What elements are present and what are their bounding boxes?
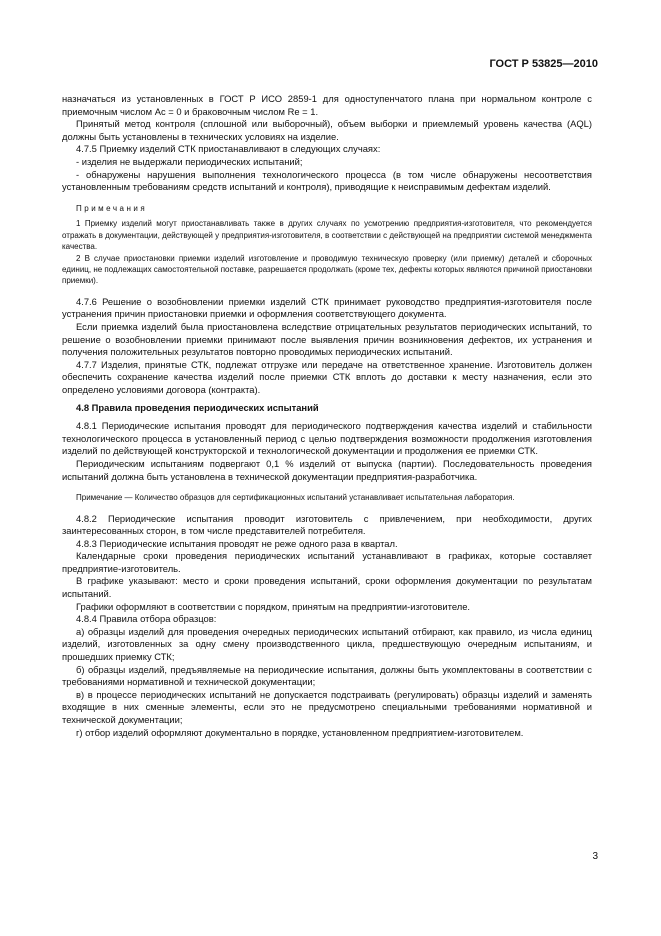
list-item: г) отбор изделий оформляют документально в порядке, установленном предприятием-изготовителем. bbox=[76, 726, 524, 738]
list-item: - изделия не выдержали периодических испытаний; bbox=[76, 155, 303, 167]
list-item: в) в процессе периодических испытаний не допускается подстраивать (регулировать) образцы изделий и заменять входящие в них сменные элементы, если это не предусмотрено специальными требованиями нормативной и технической документации; bbox=[62, 688, 592, 725]
paragraph: Принятый метод контроля (сплошной или выборочный), объем выборки и приемлемый уровень качества (AQL) должны быть установлены в технических условиях на изделие. bbox=[62, 118, 592, 142]
list-item: б) образцы изделий, предъявляемые на периодические испытания, должны быть укомплектованы в соответствии с требованиями нормативной и технической документации; bbox=[62, 663, 592, 688]
paragraph: Графики оформляют в соответствии с порядком, принятым на предприятии-изготовителе. bbox=[76, 600, 471, 612]
list-item: а) образцы изделий для проведения очередных периодических испытаний отбирают, как правило, из числа единиц изделий, изготовленных за одну смену производственного цикла, предшествующую очередным испытаниям, и прошедших приемку СТК; bbox=[62, 625, 592, 663]
page-number: 3 bbox=[592, 851, 598, 862]
clause-4-8-1: 4.8.1 Периодические испытания проводят для периодического подтверждения качества изделий и стабильности технологического процесса в установленный период с целью подтверждения возможности продолжения изготовления изделий по действующей конструкторской и технологической документации и продолжения ее приемки СТК. bbox=[62, 420, 592, 457]
list-item: - обнаружены нарушения выполнения технологического процесса (в том числе обнаружены несоответствия установленным требованиям средств испытаний и контроля), приводящие к неисправимым дефектам изделий. bbox=[62, 168, 592, 193]
paragraph: Если приемка изделий была приостановлена вследствие отрицательных результатов периодических испытаний, то решение о возобновлении приемки принимают после выявления причин возникновения дефектов, их устранения и получения положительных результатов повторно проводимых периодических испытаний. bbox=[62, 320, 592, 358]
clause-4-8-4: 4.8.4 Правила отбора образцов: bbox=[76, 613, 217, 625]
section-heading-4-8: 4.8 Правила проведения периодических испытаний bbox=[76, 401, 319, 413]
clause-4-8-2: 4.8.2 Периодические испытания проводит изготовитель с привлечением, при необходимости, других заинтересованных сторон, в том числе представителей потребителя. bbox=[62, 512, 592, 537]
clause-4-8-3: 4.8.3 Периодические испытания проводят не реже одного раза в квартал. bbox=[76, 537, 398, 549]
note-1: 1 Приемку изделий могут приостанавливать также в других случаях по усмотрению предприятия-изготовителя, что рекомендуется отражать в документации, действующей у предприятия-изготовителя, в соответствии с действующей на предприятии системой менеджмента качества. bbox=[62, 219, 592, 252]
paragraph: назначаться из установленных в ГОСТ Р ИСО 2859-1 для одноступенчатого плана при нормальном контроле с приемочным числом Ac = 0 и браковочным числом Re = 1. bbox=[62, 93, 592, 117]
note-2: 2 В случае приостановки приемки изделий изготовление и проводимую техническую проверку (или приемку) деталей и сборочных единиц, не подлежащих самостоятельной поставке, разрешается продолжать (кроме тех, дефекты которых являются причиной приостановки приемки). bbox=[62, 253, 592, 286]
clause-4-7-6: 4.7.6 Решение о возобновлении приемки изделий СТК принимает руководство предприятия-изготовителя после устранения причин приостановки приемки и оформления соответствующего документа. bbox=[62, 295, 592, 320]
clause-4-7-5: 4.7.5 Приемку изделий СТК приостанавливают в следующих случаях: bbox=[76, 143, 381, 155]
page-body bbox=[62, 93, 592, 739]
paragraph: В графике указывают: место и сроки проведения испытаний, сроки оформления документации по результатам испытаний. bbox=[62, 575, 592, 600]
clause-4-7-7: 4.7.7 Изделия, принятые СТК, подлежат отгрузке или передаче на ответственное хранение. Изготовитель должен обеспечить сохранение качества изделий после приемки СТК вплоть до доставки к месту назначения, если это определено условиями договора (контракта). bbox=[62, 358, 592, 395]
note-3: Примечание — Количество образцов для сертификационных испытаний устанавливает испытательная лаборатория. bbox=[76, 493, 515, 503]
notes-heading: Примечания bbox=[76, 203, 148, 213]
document-header: ГОСТ Р 53825—2010 bbox=[489, 58, 598, 70]
paragraph: Календарные сроки проведения периодических испытаний устанавливают в графиках, которые составляет предприятие-изготовитель. bbox=[62, 550, 592, 574]
paragraph: Периодическим испытаниям подвергают 0,1 % изделий от выпуска (партии). Последовательность проведения испытаний должна быть установлена в технической документации предприятия-разработчика. bbox=[62, 457, 592, 482]
